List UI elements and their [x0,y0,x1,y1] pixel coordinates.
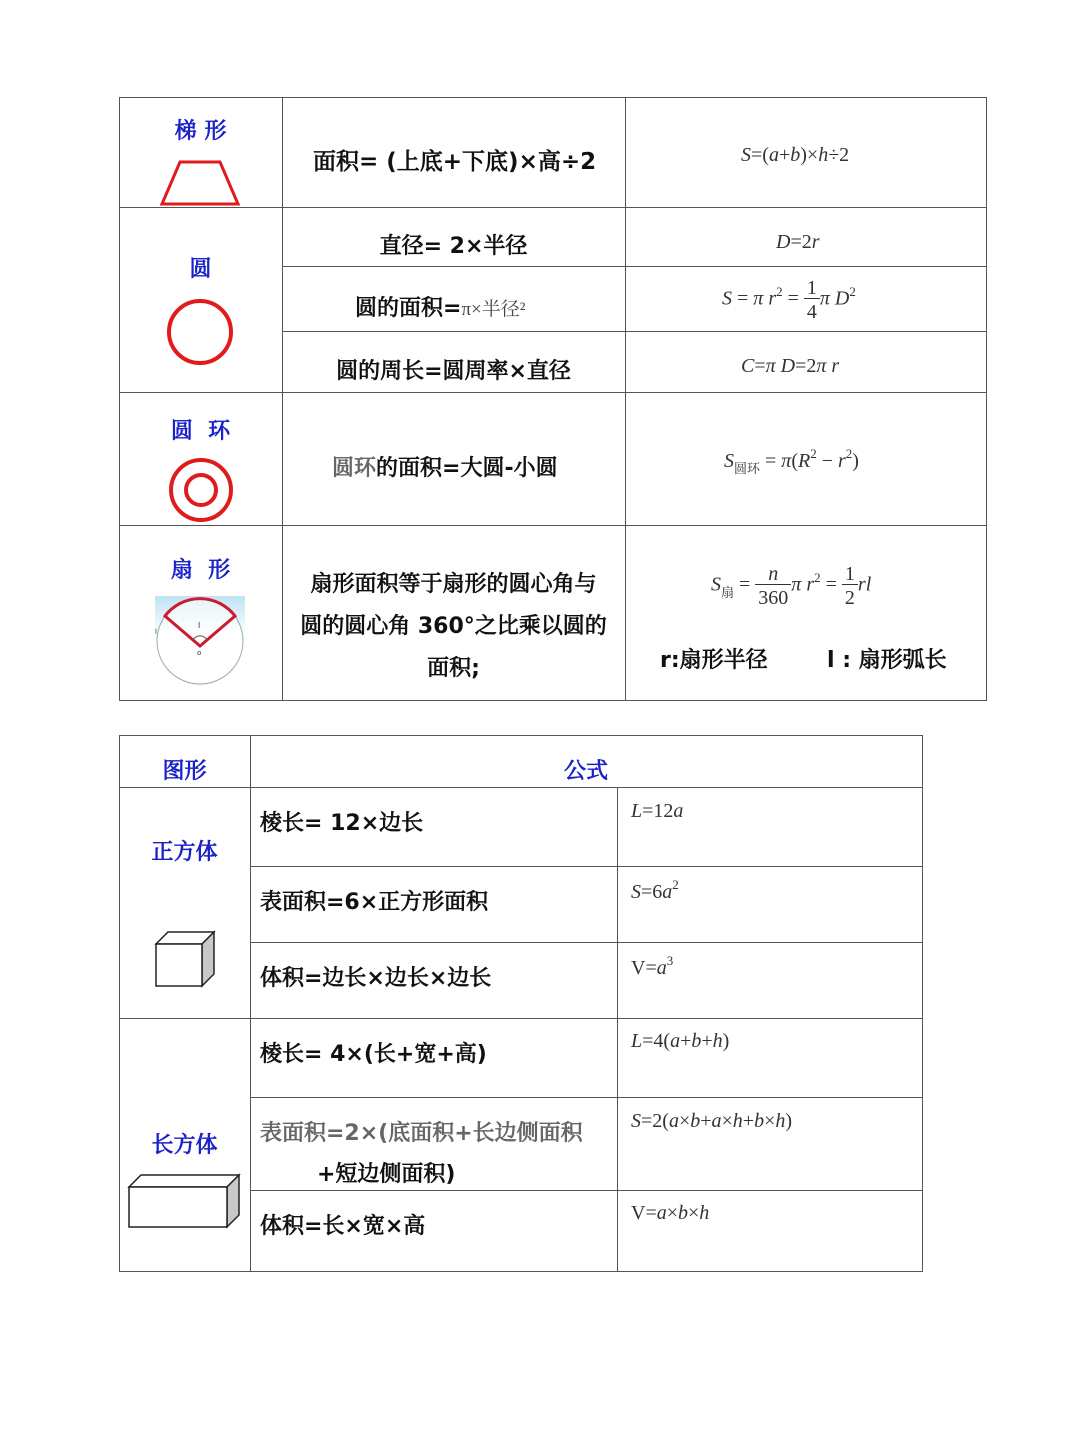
diameter-formula: D=2r [776,231,820,253]
cuboid-icon [125,1171,243,1231]
circle-name: 圆 [189,257,212,282]
cube-surface-text: 表面积=6×正方形面积 [260,890,489,915]
cuboid-edge-formula: L=4(a+b+h) [631,1030,730,1052]
cube-surface-formula: $S=6a^2$ [631,877,679,903]
cube-edge-text: 棱长= 12×边长 [260,811,424,836]
sector-label-o: o [197,649,202,657]
cuboid-name: 长方体 [151,1133,218,1158]
trapezoid-formula-text: 面积= (上底+下底)×高÷2 [313,149,597,175]
cube-edge-formula: L=12a [631,800,684,822]
sector-note-r: r:扇形半径 [660,648,768,673]
sector-diagram-icon [153,594,247,688]
cuboid-surface-formula: S=2(a×b+a×h+b×h) [631,1110,793,1132]
sector-label-side: l [155,628,157,636]
cube-volume-formula: $V=a^3$ [631,953,674,979]
circumference-text: 圆的周长=圆周率×直径 [336,359,571,384]
cuboid-surface-text-line1: 表面积=2×(底面积+长边侧面积 [260,1121,583,1146]
cube-volume-text: 体积=边长×边长×边长 [260,966,492,991]
sector-name: 扇 形 [170,558,231,583]
circle-icon [162,295,238,369]
sector-text: 扇形面积等于扇形的圆心角与 圆的圆心角 360°之比乘以圆的 面积; [300,572,607,681]
sector-label-l: l [198,621,201,630]
sector-note-l: l : 扇形弧长 [827,648,947,673]
cube-icon [152,928,218,990]
cuboid-volume-formula: V=a×b×h [631,1202,710,1224]
diameter-text: 直径= 2×半径 [379,234,528,259]
header-shape: 图形 [162,759,207,784]
sector-formula: $S_扇$ = $\frac{n}{360}$ π $r^2$ = $\frac{1}{2}$ rl [711,563,872,609]
trapezoid-formula: S=(a+b)×h÷2 [741,144,850,166]
annulus-name: 圆 环 [170,419,231,444]
cuboid-surface-text-line2: +短边侧面积) [317,1162,456,1187]
header-formula: 公式 [563,759,608,784]
cuboid-volume-text: 体积=长×宽×高 [260,1214,426,1239]
circle-area-text: 圆的面积=π×半径² [355,296,526,321]
circle-area-formula: S = π $r^2$ = $\frac{1}{4}$ π $D^2$ [722,277,856,323]
trapezoid-name: 梯 形 [174,119,227,144]
circumference-formula: C=π D=2π r [741,355,840,377]
trapezoid-icon [158,158,242,208]
cube-name: 正方体 [151,840,218,865]
annulus-formula: $S_{圆环} = \pi(R^2 - r^2)$ [724,446,859,476]
annulus-text: 圆环的面积=大圆-小圆 [332,456,558,481]
annulus-icon [164,454,238,526]
cuboid-edge-text: 棱长= 4×(长+宽+高) [260,1042,487,1067]
